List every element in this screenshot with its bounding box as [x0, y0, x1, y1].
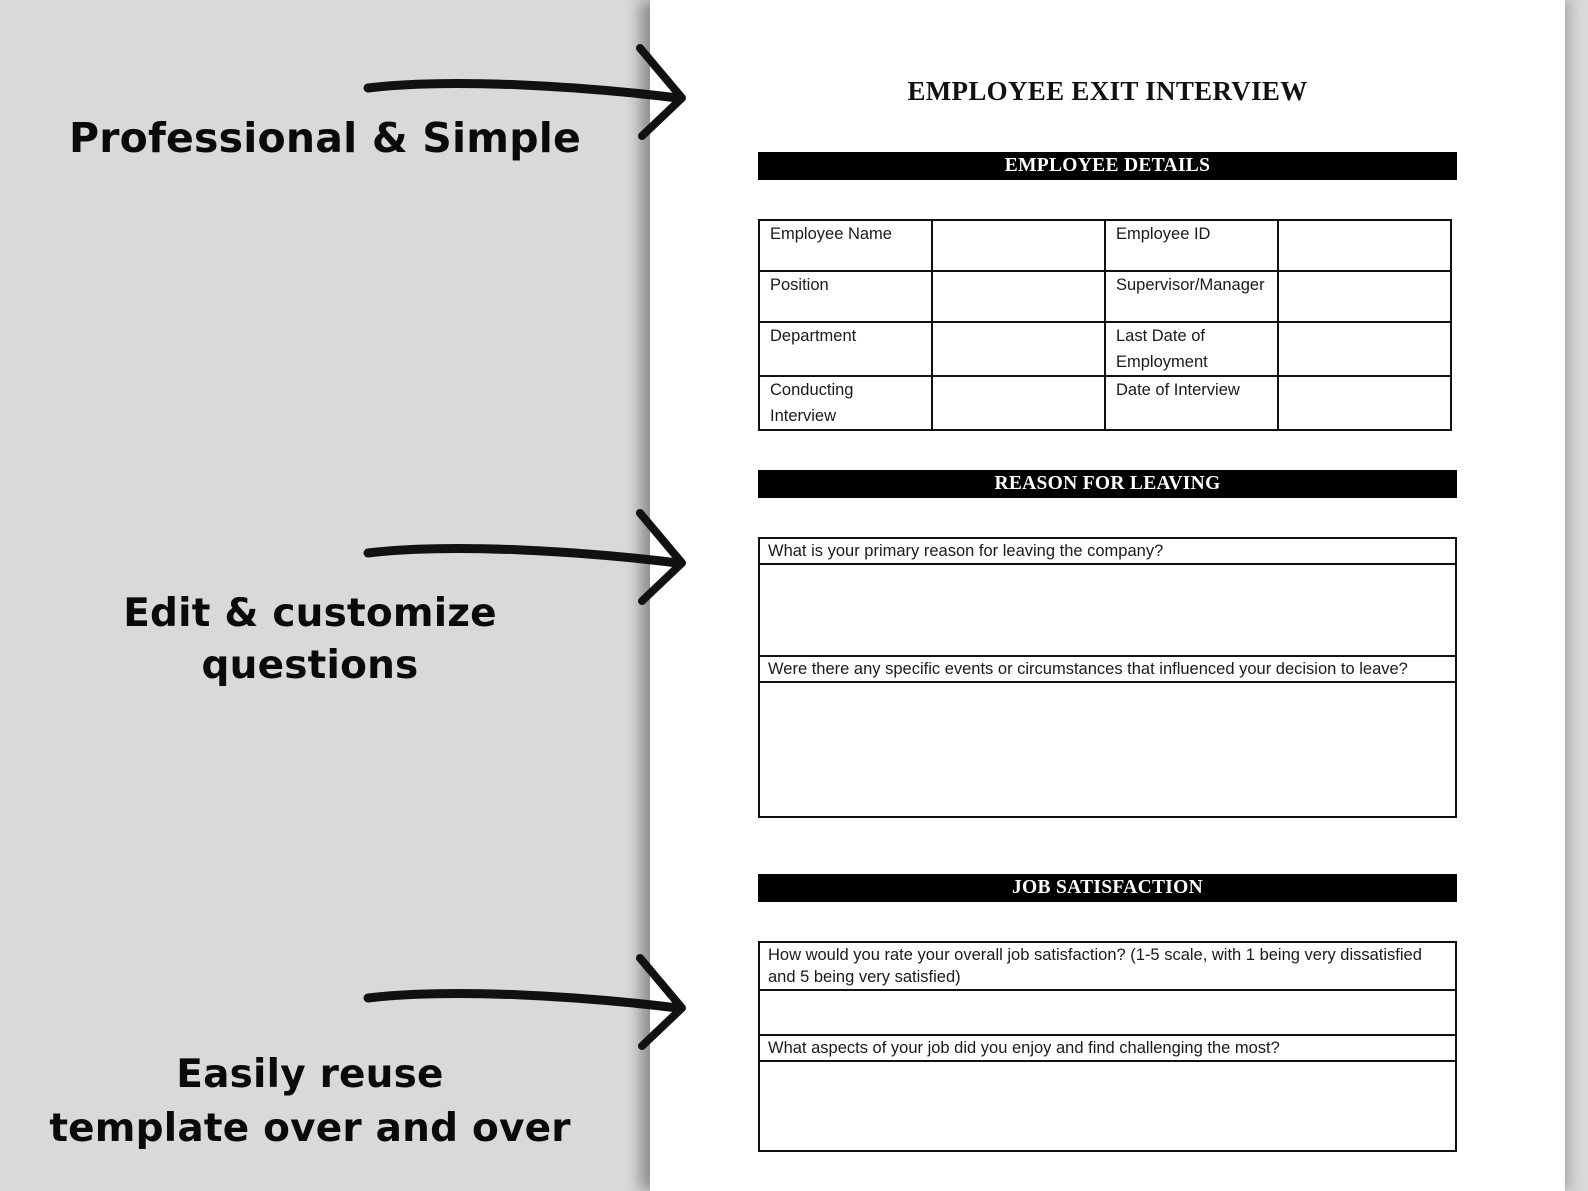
section-heading-reason-for-leaving: REASON FOR LEAVING [758, 470, 1457, 498]
section-heading-job-satisfaction: JOB SATISFACTION [758, 874, 1457, 902]
answer-area[interactable] [760, 991, 1455, 1036]
callout-reuse-line1: Easily reuse [176, 1052, 444, 1097]
question-label: What is your primary reason for leaving the company? [760, 539, 1455, 565]
value-cell[interactable] [1278, 376, 1451, 430]
table-row [759, 271, 1451, 322]
section-heading-employee-details: EMPLOYEE DETAILS [758, 152, 1457, 180]
table-row [759, 322, 1451, 376]
value-cell[interactable] [932, 271, 1105, 322]
table-row [759, 376, 1451, 430]
table-row [759, 220, 1451, 271]
document-page [650, 0, 1565, 1191]
callout-edit: Edit & customize questions [123, 591, 497, 688]
answer-area[interactable] [760, 565, 1455, 657]
value-cell[interactable] [1278, 220, 1451, 271]
callout-professional: Professional & Simple [68, 114, 582, 162]
satisfaction-questions-box [758, 941, 1457, 1152]
value-cell[interactable] [932, 322, 1105, 376]
answer-area[interactable] [760, 1062, 1455, 1150]
label-cell: Employee ID [1105, 220, 1278, 271]
answer-area[interactable] [760, 683, 1455, 816]
label-cell: Last Date of Employment [1105, 322, 1278, 376]
value-cell[interactable] [1278, 271, 1451, 322]
label-cell: Department [759, 322, 932, 376]
arrow-icon [360, 40, 700, 150]
value-cell[interactable] [932, 220, 1105, 271]
question-label: Were there any specific events or circumstances that influenced your decision to leave? [760, 657, 1455, 683]
reason-questions-box [758, 537, 1457, 818]
value-cell[interactable] [1278, 322, 1451, 376]
arrow-icon [360, 950, 700, 1060]
label-cell: Date of Interview [1105, 376, 1278, 430]
arrow-icon [360, 505, 700, 615]
question-label: How would you rate your overall job satisfaction? (1-5 scale, with 1 being very dissatisfied and 5 being very satisfied) [760, 943, 1455, 991]
question-label: What aspects of your job did you enjoy and find challenging the most? [760, 1036, 1455, 1062]
document-title: EMPLOYEE EXIT INTERVIEW [907, 76, 1308, 106]
callout-reuse [40, 1048, 580, 1156]
label-cell: Supervisor/Manager [1105, 271, 1278, 322]
employee-details-table [758, 219, 1452, 431]
callout-reuse-line2: template over and over [49, 1106, 571, 1151]
label-cell: Employee Name [759, 220, 932, 271]
value-cell[interactable] [932, 376, 1105, 430]
label-cell: Conducting Interview [759, 376, 932, 430]
label-cell: Position [759, 271, 932, 322]
